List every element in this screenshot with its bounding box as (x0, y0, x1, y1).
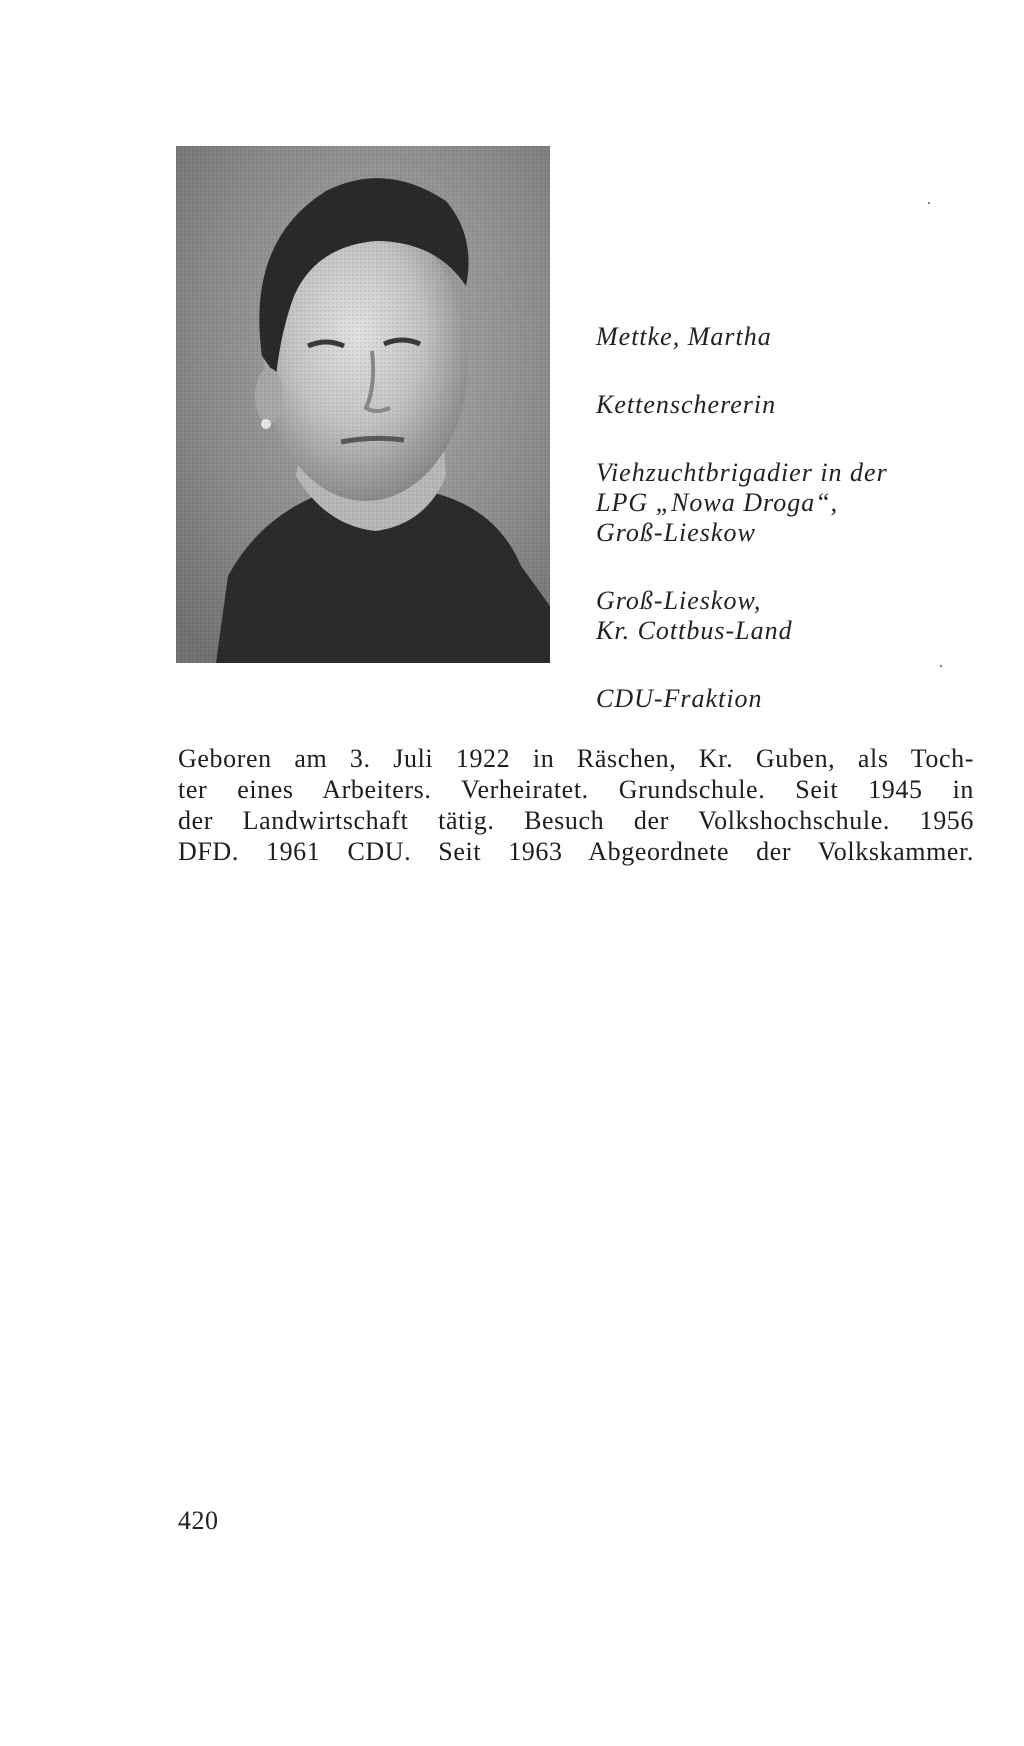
biography-text (178, 743, 974, 867)
person-position-line: Viehzuchtbrigadier in der (596, 458, 888, 487)
biography-line: der Landwirtschaft tätig. Besuch der Volkshochschule. 1956 (178, 806, 974, 835)
portrait-photo-image (176, 146, 550, 663)
person-position-line: LPG „Nowa Droga“, (596, 488, 839, 517)
person-info (596, 322, 996, 714)
person-name: Mettke, Martha (596, 322, 772, 351)
person-faction: CDU-Fraktion (596, 684, 763, 713)
person-residence-line: Kr. Cottbus-Land (596, 616, 793, 645)
page-number: 420 (178, 1506, 219, 1535)
person-position-line: Groß-Lieskow (596, 518, 756, 547)
person-residence-line: Groß-Lieskow, (596, 586, 762, 615)
scan-speck (928, 202, 930, 204)
biography-line: Geboren am 3. Juli 1922 in Räschen, Kr. Guben, als Toch- (178, 744, 974, 773)
person-occupation: Kettenschererin (596, 390, 777, 419)
biography-line: DFD. 1961 CDU. Seit 1963 Abgeordnete der Volkskammer. (178, 837, 974, 866)
scan-speck (940, 665, 942, 667)
portrait-photo (176, 146, 550, 663)
biography-line: ter eines Arbeiters. Verheiratet. Grundschule. Seit 1945 in (178, 775, 974, 804)
